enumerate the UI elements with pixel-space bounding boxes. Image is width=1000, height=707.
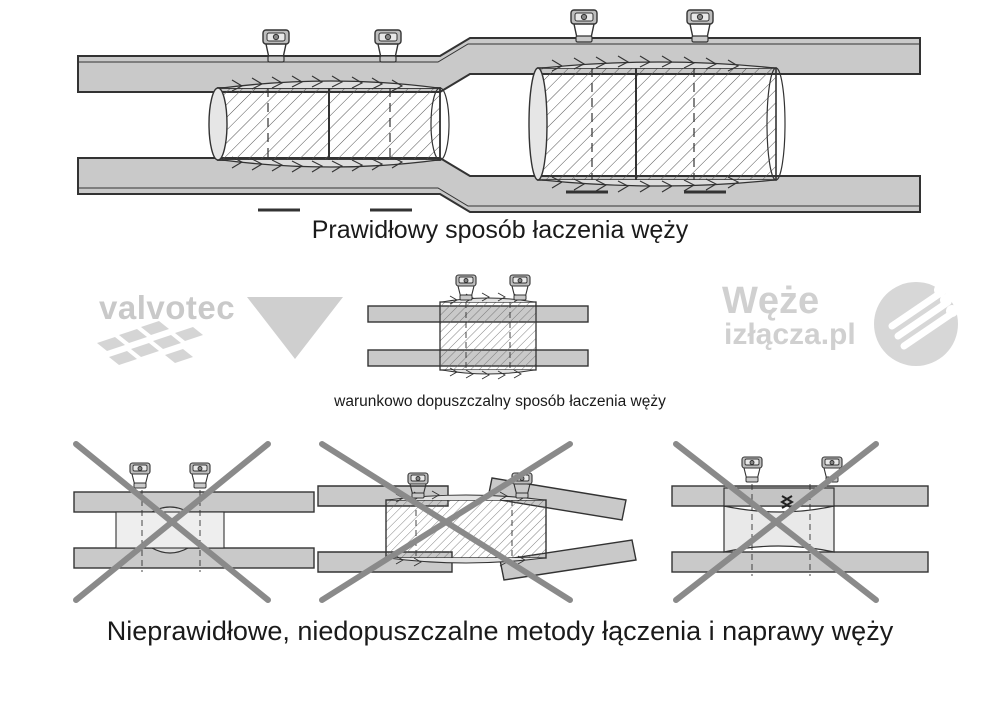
diagram-correct — [78, 10, 920, 212]
diagram-wrong-1 — [74, 444, 314, 600]
diagram-wrong-2 — [318, 444, 636, 600]
diagram-wrong-3 — [672, 444, 928, 600]
valvotec-wordmark: valvotec — [99, 289, 236, 326]
clamp-icon — [510, 275, 530, 300]
caption-conditional-method: warunkowo dopuszczalny sposób łaczenia węży — [334, 393, 666, 410]
logo-weze-i-zlacza — [722, 280, 970, 366]
clamp-icon — [130, 463, 150, 488]
caption-wrong-methods: Nieprawidłowe, niedopuszczalne metody łączenia i naprawy węży — [106, 616, 894, 646]
diagram-conditional — [368, 275, 588, 379]
clamp-icon — [456, 275, 476, 300]
cross-out-mark — [676, 444, 876, 600]
weze-line2: izłącza.pl — [724, 318, 856, 351]
cross-out-mark — [76, 444, 268, 600]
clamp-icon — [742, 457, 762, 482]
valvotec-triangle-icon — [247, 297, 343, 359]
logo-valvotec — [95, 285, 300, 365]
weze-line1: Węże — [722, 280, 820, 322]
clamp-icon — [190, 463, 210, 488]
caption-correct-method: Prawidłowy sposób łaczenia węży — [311, 216, 689, 244]
